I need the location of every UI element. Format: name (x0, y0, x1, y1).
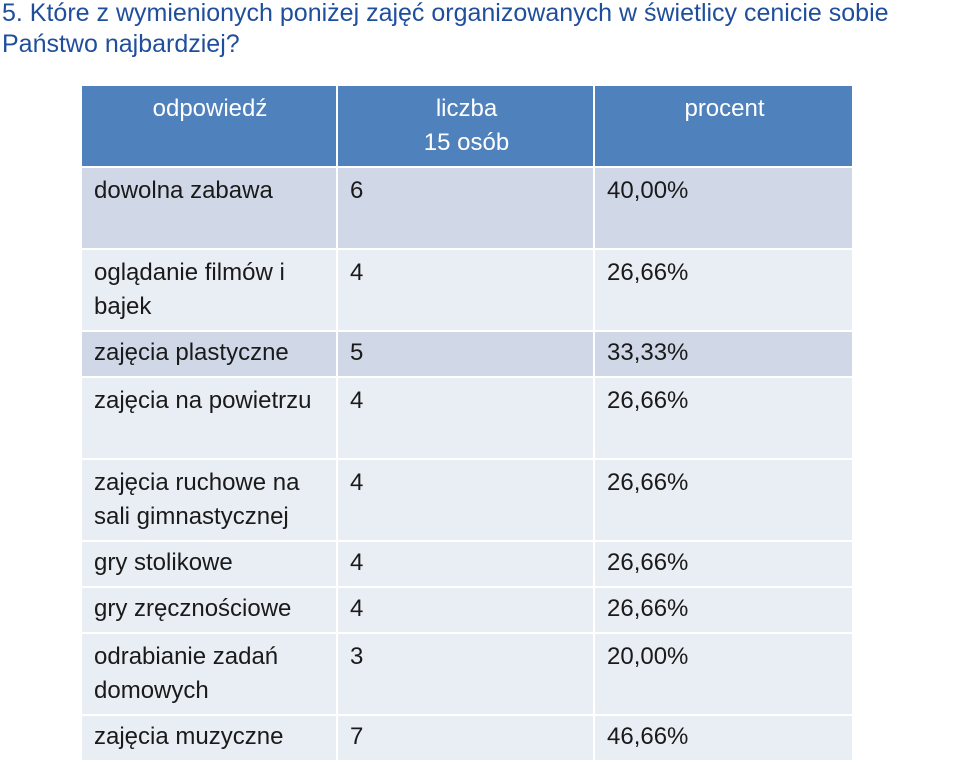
table-row (82, 250, 852, 332)
cell-count: 4 (338, 460, 595, 542)
table-row (82, 634, 852, 716)
header-count-line2: 15 osób (423, 129, 510, 156)
header-answer: odpowiedź (82, 86, 338, 168)
table-row (82, 716, 852, 760)
cell-count: 4 (338, 378, 595, 460)
header-count-line1: liczba (435, 95, 498, 122)
cell-answer: gry stolikowe (82, 542, 338, 588)
cell-percent: 26,66% (595, 460, 852, 542)
cell-percent: 26,66% (595, 250, 852, 332)
header-count (338, 86, 595, 168)
cell-answer: gry zręcznościowe (82, 588, 338, 634)
cell-count: 7 (338, 716, 595, 760)
cell-percent: 20,00% (595, 634, 852, 716)
cell-count: 3 (338, 634, 595, 716)
table-header-row (82, 86, 852, 168)
cell-count: 5 (338, 332, 595, 378)
table-row (82, 460, 852, 542)
question-title: 5. Które z wymienionych poniżej zajęć organizowanych w świetlicy cenicie sobie Państwo najbardziej? (2, 0, 889, 58)
cell-percent: 40,00% (595, 168, 852, 250)
cell-count: 4 (338, 250, 595, 332)
cell-answer: oglądanie filmów i bajek (82, 250, 338, 332)
table-row (82, 588, 852, 634)
cell-answer: zajęcia plastyczne (82, 332, 338, 378)
cell-answer: zajęcia ruchowe na sali gimnastycznej (82, 460, 338, 542)
cell-percent: 33,33% (595, 332, 852, 378)
cell-percent: 26,66% (595, 588, 852, 634)
cell-percent: 46,66% (595, 716, 852, 760)
cell-count: 4 (338, 588, 595, 634)
table-row (82, 332, 852, 378)
table-row (82, 542, 852, 588)
table-row (82, 378, 852, 460)
header-percent: procent (595, 86, 852, 168)
table-row (82, 168, 852, 250)
cell-answer: zajęcia muzyczne (82, 716, 338, 760)
cell-answer: zajęcia na powietrzu (82, 378, 338, 460)
cell-count: 6 (338, 168, 595, 250)
cell-count: 4 (338, 542, 595, 588)
cell-answer: dowolna zabawa (82, 168, 338, 250)
results-table (82, 86, 852, 760)
cell-percent: 26,66% (595, 378, 852, 460)
cell-answer: odrabianie zadań domowych (82, 634, 338, 716)
cell-percent: 26,66% (595, 542, 852, 588)
